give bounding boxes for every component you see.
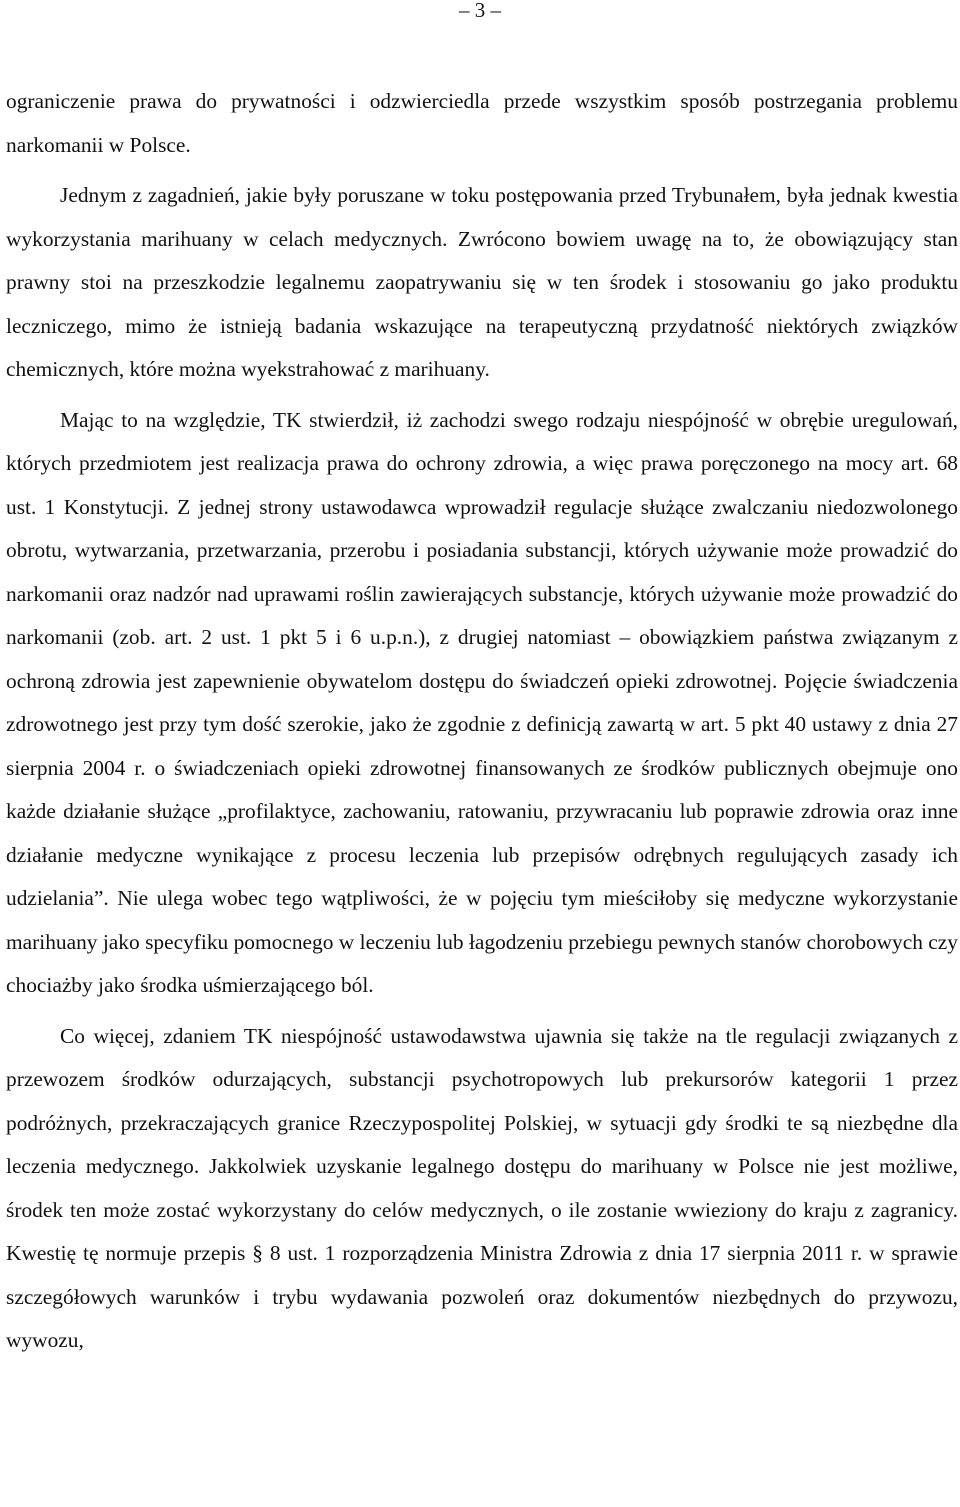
- paragraph-4: Co więcej, zdaniem TK niespójność ustawodawstwa ujawnia się także na tle regulacji związanych z przewozem środków odurzających, substancji psychotropowych lub prekursorów kategorii 1 przez podróżnych, przekraczających granice Rzeczypospolitej Polskiej, w sytuacji gdy środki te są niezbędne dla leczenia medycznego. Jakkolwiek uzyskanie legalnego dostępu do marihuany w Polsce nie jest możliwe, środek ten może zostać wykorzystany do celów medycznych, o ile zostanie wwieziony do kraju z zagranicy. Kwestię tę normuje przepis § 8 ust. 1 rozporządzenia Ministra Zdrowia z dnia 17 sierpnia 2011 r. w sprawie szczegółowych warunków i trybu wydawania pozwoleń oraz dokumentów niezbędnych do przywozu, wywozu,: [6, 1023, 958, 1352]
- paragraph-2: Jednym z zagadnień, jakie były poruszane w toku postępowania przed Trybunałem, była jednak kwestia wykorzystania marihuany w celach medycznych. Zwrócono bowiem uwagę na to, że obowiązujący stan prawny stoi na przeszkodzie legalnemu zaopatrywaniu się w ten środek i stosowaniu go jako produktu leczniczego, mimo że istnieją badania wskazujące na terapeutyczną przydatność niektórych związków chemicznych, które można wyekstrahować z marihuany.: [6, 183, 958, 381]
- page-number: – 3 –: [459, 0, 501, 22]
- paragraph-1: ograniczenie prawa do prywatności i odzwierciedla przede wszystkim sposób postrzegania problemu narkomanii w Polsce.: [6, 89, 958, 157]
- paragraph-3: Mając to na względzie, TK stwierdził, iż zachodzi swego rodzaju niespójność w obrębie uregulowań, których przedmiotem jest realizacja prawa do ochrony zdrowia, a więc prawa poręczonego na mocy art. 68 ust. 1 Konstytucji. Z jednej strony ustawodawca wprowadził regulacje służące zwalczaniu niedozwolonego obrotu, wytwarzania, przetwarzania, przerobu i posiadania substancji, których używanie może prowadzić do narkomanii oraz nadzór nad uprawami roślin zawierających substancje, których używanie może prowadzić do narkomanii (zob. art. 2 ust. 1 pkt 5 i 6 u.p.n.), z drugiej natomiast – obowiązkiem państwa związanym z ochroną zdrowia jest zapewnienie obywatelom dostępu do świadczeń opieki zdrowotnej. Pojęcie świadczenia zdrowotnego jest przy tym dość szerokie, jako że zgodnie z definicją zawartą w art. 5 pkt 40 ustawy z dnia 27 sierpnia 2004 r. o świadczeniach opieki zdrowotnej finansowanych ze środków publicznych obejmuje ono każde działanie służące „profilaktyce, zachowaniu, ratowaniu, przywracaniu lub poprawie zdrowia oraz inne działanie medyczne wynikające z procesu leczenia lub przepisów odrębnych regulujących zasady ich udzielania”. Nie ulega wobec tego wątpliwości, że w pojęciu tym mieściłoby się medyczne wykorzystanie marihuany jako specyfiku pomocnego w leczeniu lub łagodzeniu przebiegu pewnych stanów chorobowych czy chociażby jako środka uśmierzającego ból.: [6, 407, 958, 997]
- document-body: [6, 80, 958, 1363]
